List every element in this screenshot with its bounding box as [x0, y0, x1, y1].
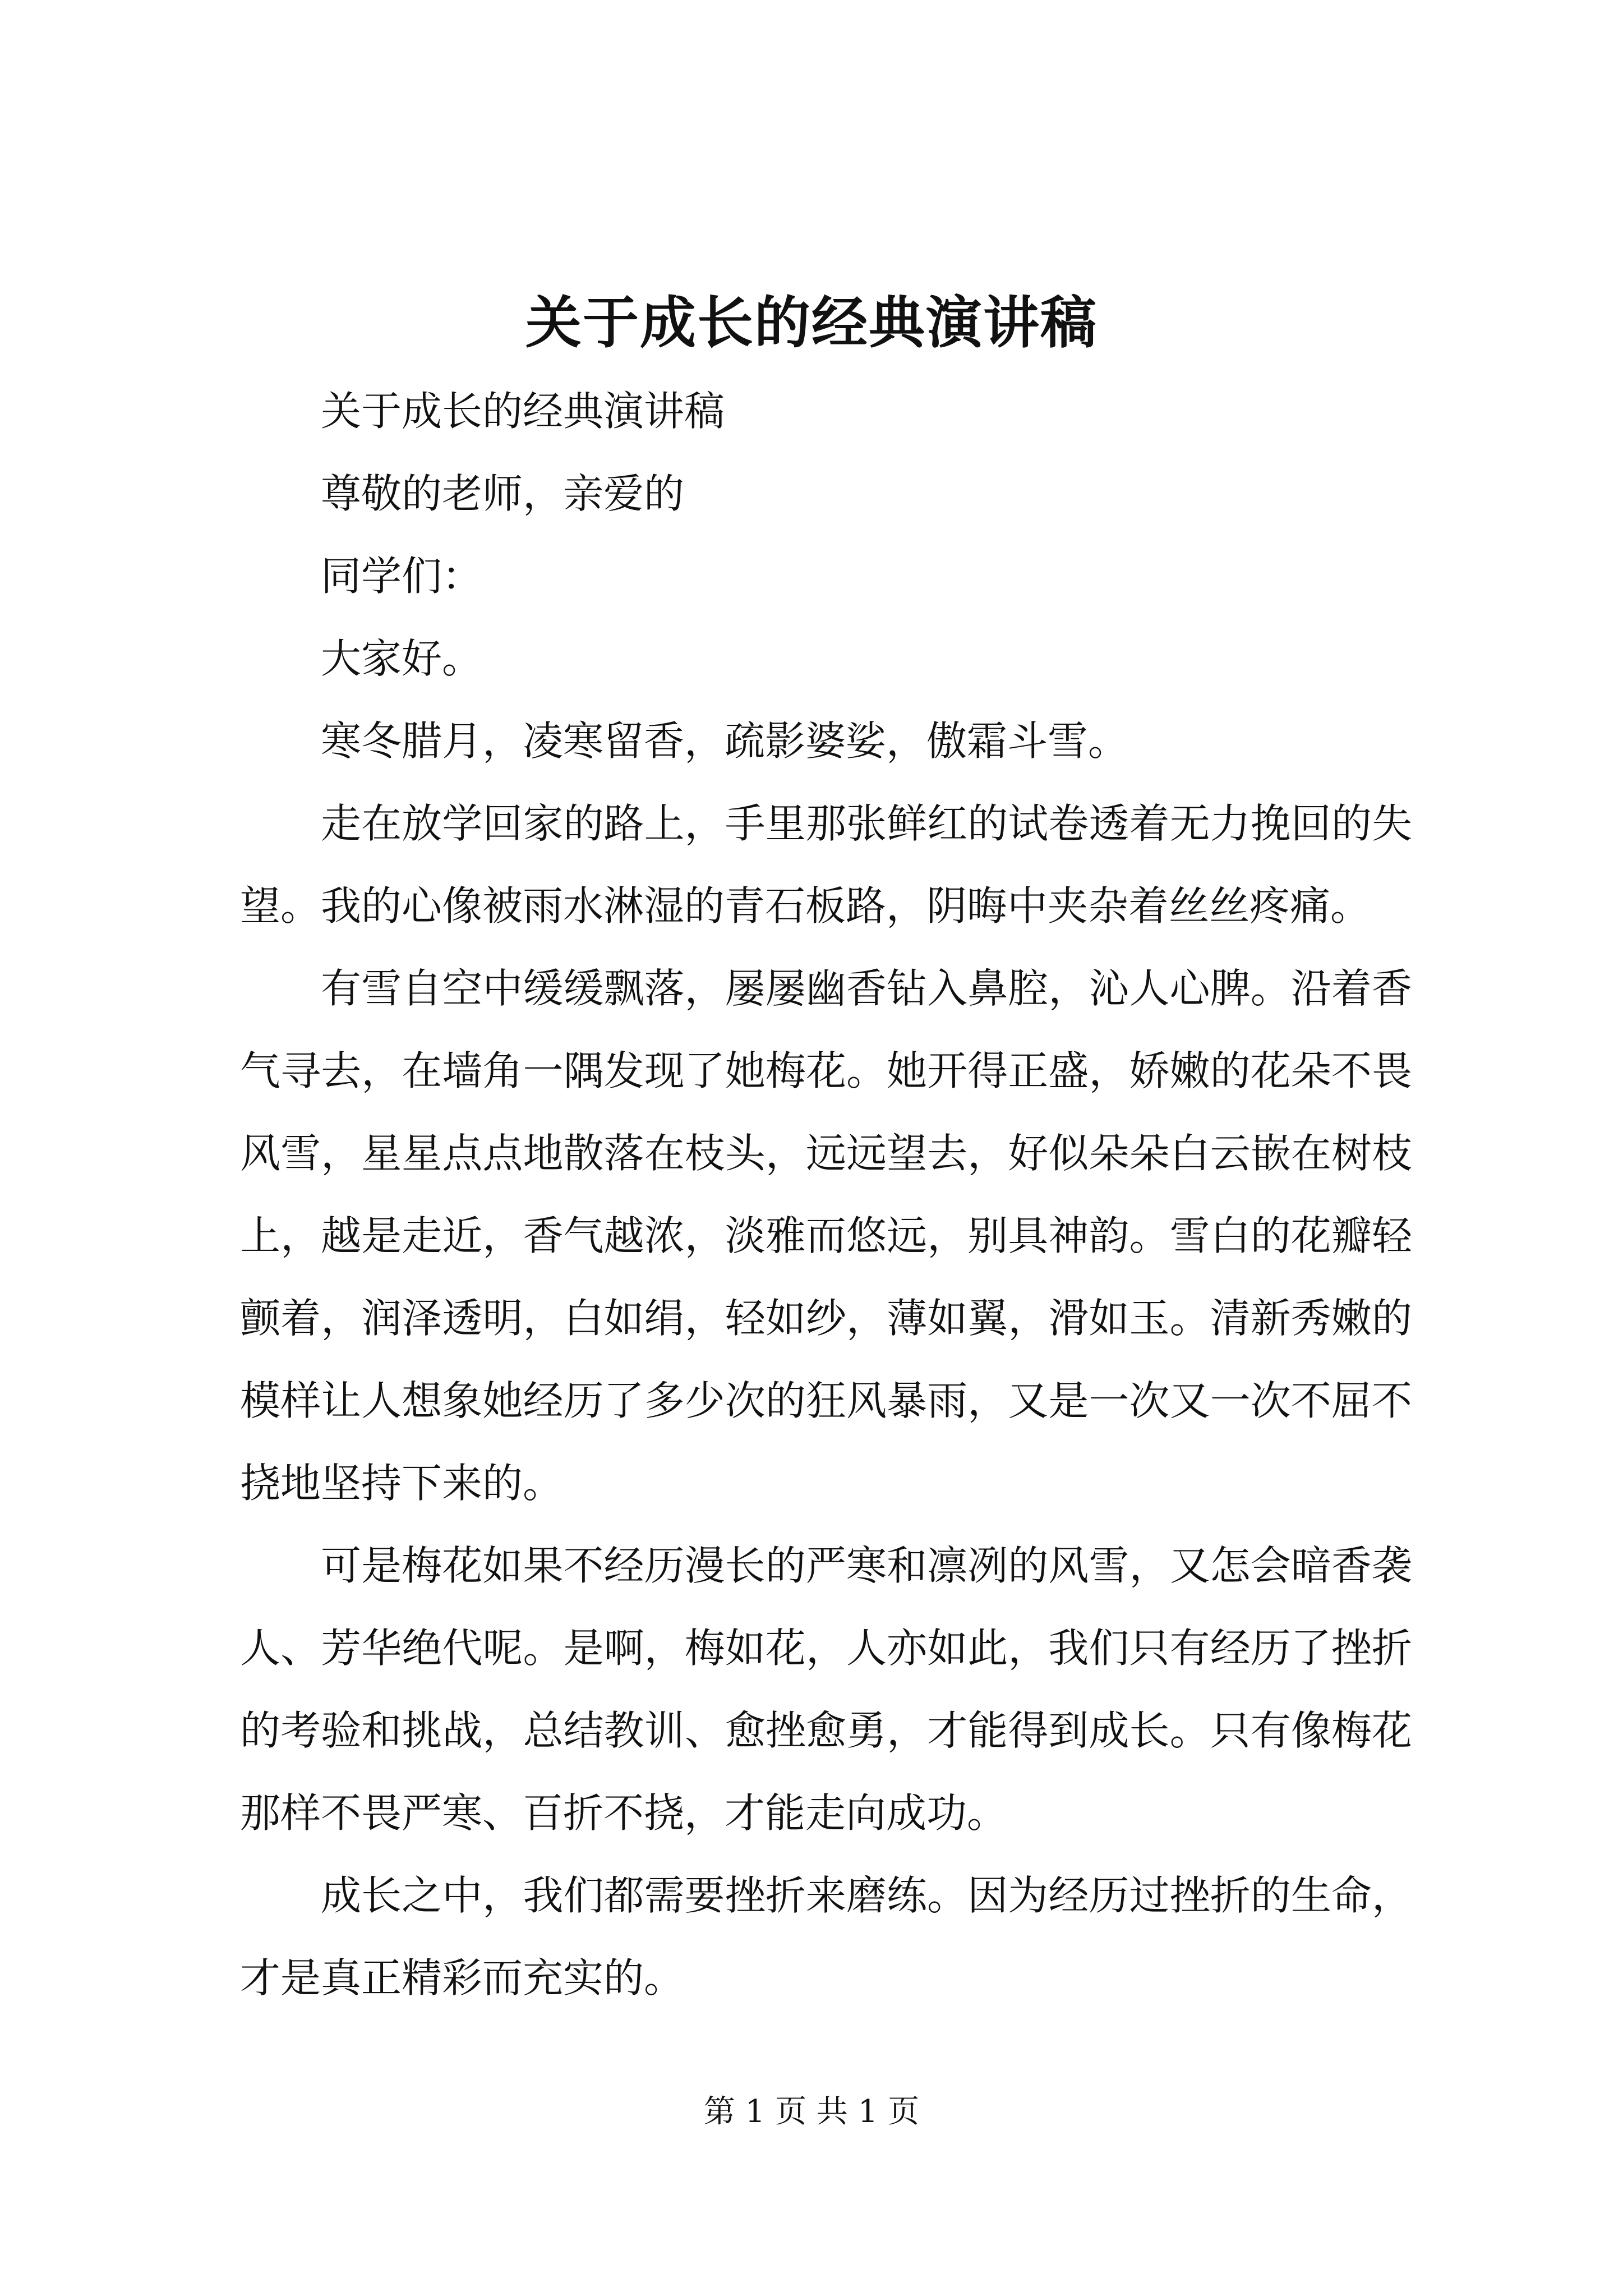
body-paragraph: 关于成长的经典演讲稿 [321, 388, 725, 435]
body-paragraph: 走在放学回家的路上，手里那张鲜红的试卷透着无力挽回的失望。我的心像被雨水淋湿的青石板路，阴晦中夹杂着丝丝疼痛。 [240, 800, 1412, 930]
body-paragraph: 可是梅花如果不经历漫长的严寒和凛冽的风雪，又怎会暗香袭人、芳华绝代呢。是啊，梅如花，人亦如此，我们只有经历了挫折的考验和挑战，总结教训、愈挫愈勇，才能得到成长。只有像梅花那样不畏严寒、百折不挠，才能走向成功。 [240, 1542, 1412, 1837]
body-paragraph: 尊敬的老师，亲爱的 [321, 470, 685, 517]
document-body [240, 370, 1412, 2019]
body-paragraph: 有雪自空中缓缓飘落，屡屡幽香钻入鼻腔，沁人心脾。沿着香气寻去，在墙角一隅发现了她梅花。她开得正盛，娇嫩的花朵不畏风雪，星星点点地散落在枝头，远远望去，好似朵朵白云嵌在树枝上，越是走近，香气越浓，淡雅而悠远，别具神韵。雪白的花瓣轻颤着，润泽透明，白如绢，轻如纱，薄如翼，滑如玉。清新秀嫩的模样让人想象她经历了多少次的狂风暴雨，又是一次又一次不屈不挠地坚持下来的。 [240, 965, 1412, 1507]
document-title: 关于成长的经典演讲稿 [525, 289, 1098, 356]
body-paragraph: 寒冬腊月，凌寒留香，疏影婆娑，傲霜斗雪。 [321, 717, 1129, 765]
body-paragraph: 同学们： [321, 553, 483, 600]
body-paragraph: 成长之中，我们都需要挫折来磨练。因为经历过挫折的生命，才是真正精彩而充实的。 [240, 1872, 1412, 2001]
body-paragraph: 大家好。 [321, 635, 483, 682]
page-footer: 第 1 页 共 1 页 [703, 2093, 920, 2130]
